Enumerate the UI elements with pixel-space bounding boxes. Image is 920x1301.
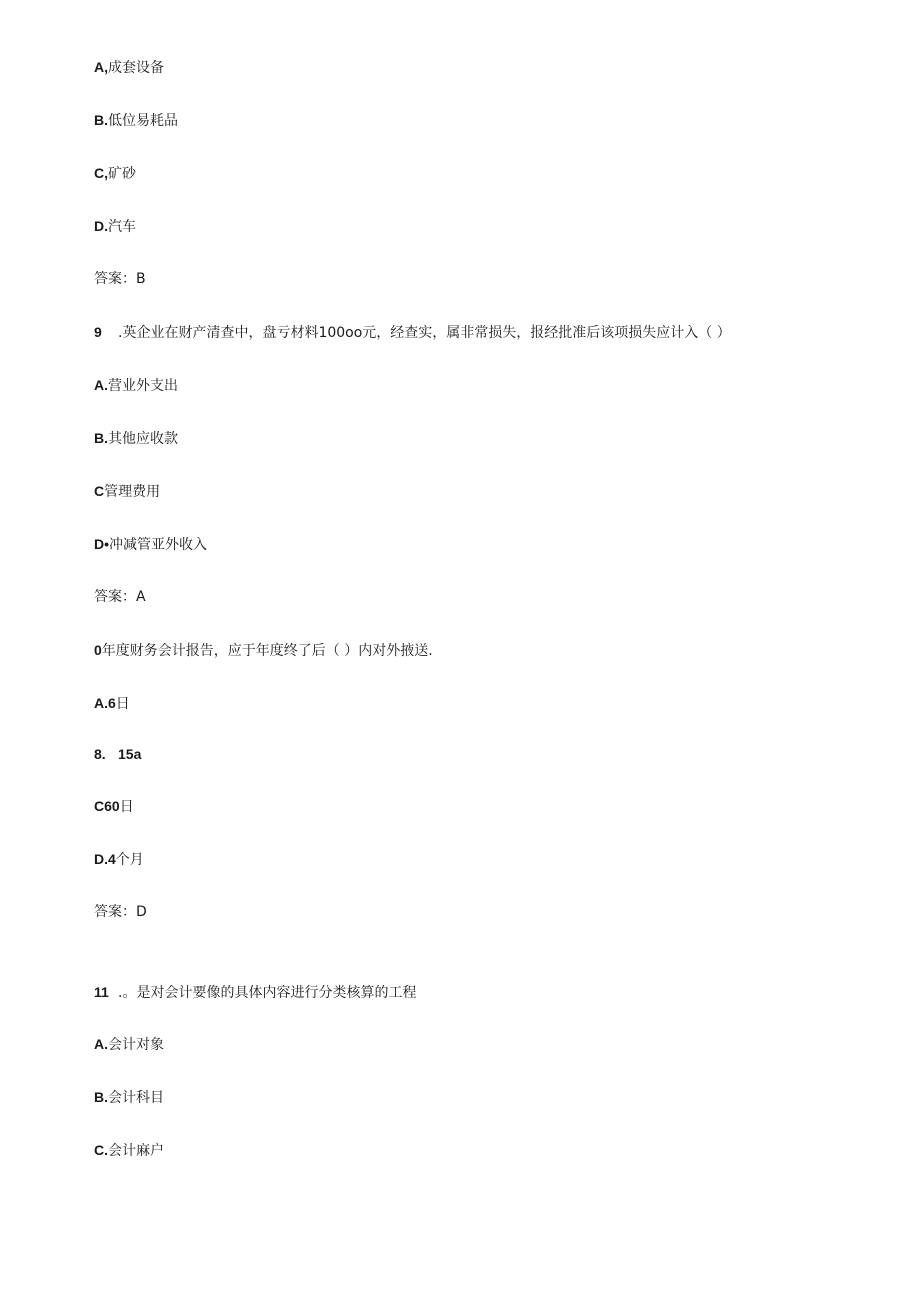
option-label: 8. [94,746,106,762]
question-text: .英企业在财产清查中，盘亏材料100oo元，经查实，属非常损失，报经批准后该项损失应计入（ ） [118,325,731,341]
option-label: A. [94,377,108,393]
option-c [94,1140,164,1161]
option-label: A, [94,59,108,75]
answer-text: 答案：B [94,271,146,287]
option-label: D• [94,536,110,552]
option-a [94,375,178,396]
option-label: B. [94,112,108,128]
question-9 [94,322,731,343]
option-b [94,110,178,131]
option-text: 日 [115,696,130,712]
question-text: 年度财务会计报告，应于年度终了后（ ）内对外掖送. [101,643,433,659]
option-text: 冲减管亚外收入 [109,537,208,553]
option-b [94,428,178,449]
option-b [94,744,141,765]
option-a [94,1034,164,1055]
question-number: 0 [94,642,102,658]
option-text: 会计对象 [108,1037,164,1053]
question-11 [94,982,416,1003]
option-text: 矿砂 [108,166,136,182]
option-c [94,163,136,184]
option-c [94,481,160,502]
option-label: A.6 [94,695,116,711]
option-a [94,57,164,78]
option-d [94,534,207,555]
option-label: B. [94,430,108,446]
option-a [94,693,130,714]
option-d [94,849,144,870]
option-label: C [94,483,105,499]
option-text: 个月 [115,852,144,868]
option-label: D.4 [94,851,116,867]
option-label: C. [94,1142,108,1158]
answer-text: 答案：A [94,589,146,605]
question-number: 11 [94,984,109,1000]
answer-line [94,269,146,289]
question-10 [94,640,433,661]
option-label: C, [94,165,108,181]
option-text: 汽车 [108,219,136,235]
question-text: .。是对会计要像的具体内容进行分类核算的工程 [118,985,417,1001]
answer-line [94,902,147,922]
option-text: 会计麻户 [108,1143,164,1159]
option-d [94,216,136,237]
option-text: 其他应收款 [108,431,178,447]
answer-line [94,587,146,607]
option-label: B. [94,1089,108,1105]
answer-text: 答案：D [94,904,147,920]
option-text: 15a [118,746,142,762]
question-number: 9 [94,324,102,340]
option-label: C60 [94,798,120,814]
option-b [94,1087,164,1108]
option-c [94,796,134,817]
option-text: 低位易耗品 [108,113,178,129]
option-text: 管理费用 [104,484,161,500]
option-text: 成套设备 [108,60,164,76]
option-text: 日 [119,799,134,815]
option-label: D. [94,218,108,234]
option-text: 营业外支出 [108,378,178,394]
option-label: A. [94,1036,108,1052]
option-text: 会计科目 [108,1090,164,1106]
